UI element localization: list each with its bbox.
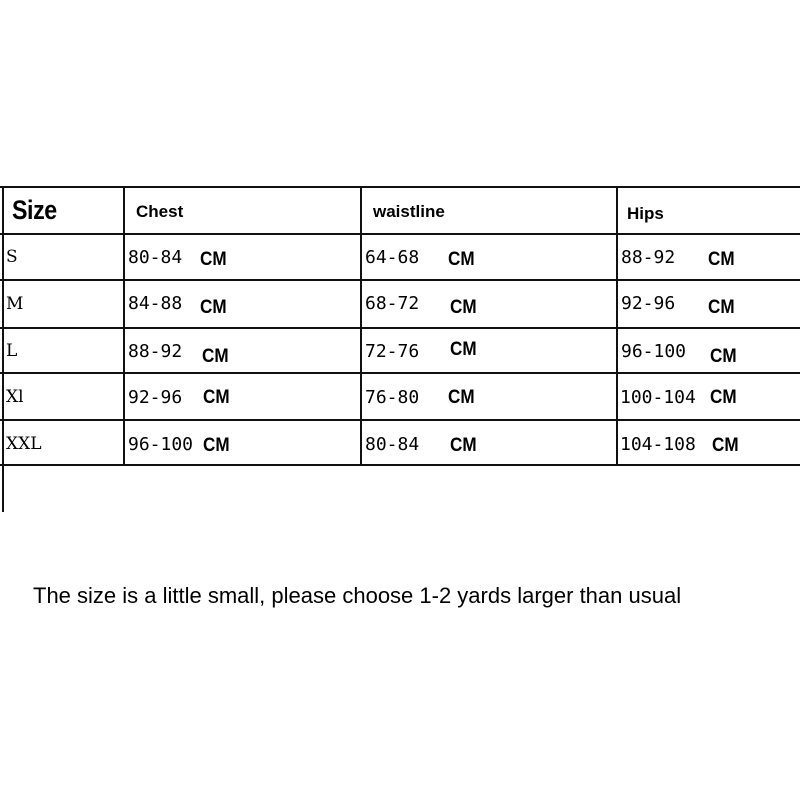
waist-unit: CM	[450, 297, 477, 318]
chest-value: 92-96	[128, 387, 183, 408]
chest-value: 88-92	[128, 341, 183, 362]
chest-unit: CM	[200, 249, 227, 270]
row-size-label: Xl	[6, 387, 24, 407]
chest-unit: CM	[203, 435, 230, 456]
row-size-label: XXL	[6, 434, 42, 454]
table-row-divider	[0, 464, 800, 466]
waist-value: 76-80	[365, 387, 420, 408]
waist-value: 68-72	[365, 293, 420, 314]
waist-unit: CM	[450, 435, 477, 456]
table-row-divider	[0, 279, 800, 281]
table-row-divider	[0, 233, 800, 235]
table-column-divider	[123, 186, 125, 466]
chest-unit: CM	[202, 346, 229, 367]
header-chest: Chest	[136, 202, 184, 221]
waist-value: 72-76	[365, 341, 420, 362]
chest-unit: CM	[200, 297, 227, 318]
header-hips: Hips	[627, 204, 664, 223]
hips-unit: CM	[710, 346, 737, 367]
table-row-divider	[0, 327, 800, 329]
hips-unit: CM	[710, 387, 737, 408]
header-size: Size	[12, 195, 57, 225]
row-size-label: L	[6, 341, 18, 361]
table-row-divider	[0, 419, 800, 421]
hips-value: 100-104	[620, 387, 696, 408]
chest-value: 96-100	[128, 434, 194, 455]
waist-unit: CM	[448, 249, 475, 270]
table-row-divider	[0, 372, 800, 374]
waist-value: 64-68	[365, 247, 420, 268]
row-size-label: S	[6, 247, 18, 267]
chest-value: 84-88	[128, 293, 183, 314]
chest-unit: CM	[203, 387, 230, 408]
table-border-left	[2, 186, 4, 512]
table-column-divider	[360, 186, 362, 466]
hips-value: 92-96	[621, 293, 676, 314]
hips-unit: CM	[712, 435, 739, 456]
hips-value: 96-100	[621, 341, 687, 362]
table-column-divider	[616, 186, 618, 466]
waist-unit: CM	[450, 339, 477, 360]
waist-unit: CM	[448, 387, 475, 408]
size-advice-note: The size is a little small, please choose 1-2 yards larger than usual	[33, 583, 682, 608]
hips-value: 104-108	[620, 434, 696, 455]
hips-unit: CM	[708, 249, 735, 270]
size-chart-table	[0, 186, 800, 512]
header-waistline: waistline	[373, 202, 445, 221]
hips-unit: CM	[708, 297, 735, 318]
row-size-label: M	[6, 294, 24, 314]
table-border-top	[0, 186, 800, 188]
chest-value: 80-84	[128, 247, 183, 268]
waist-value: 80-84	[365, 434, 420, 455]
hips-value: 88-92	[621, 247, 676, 268]
